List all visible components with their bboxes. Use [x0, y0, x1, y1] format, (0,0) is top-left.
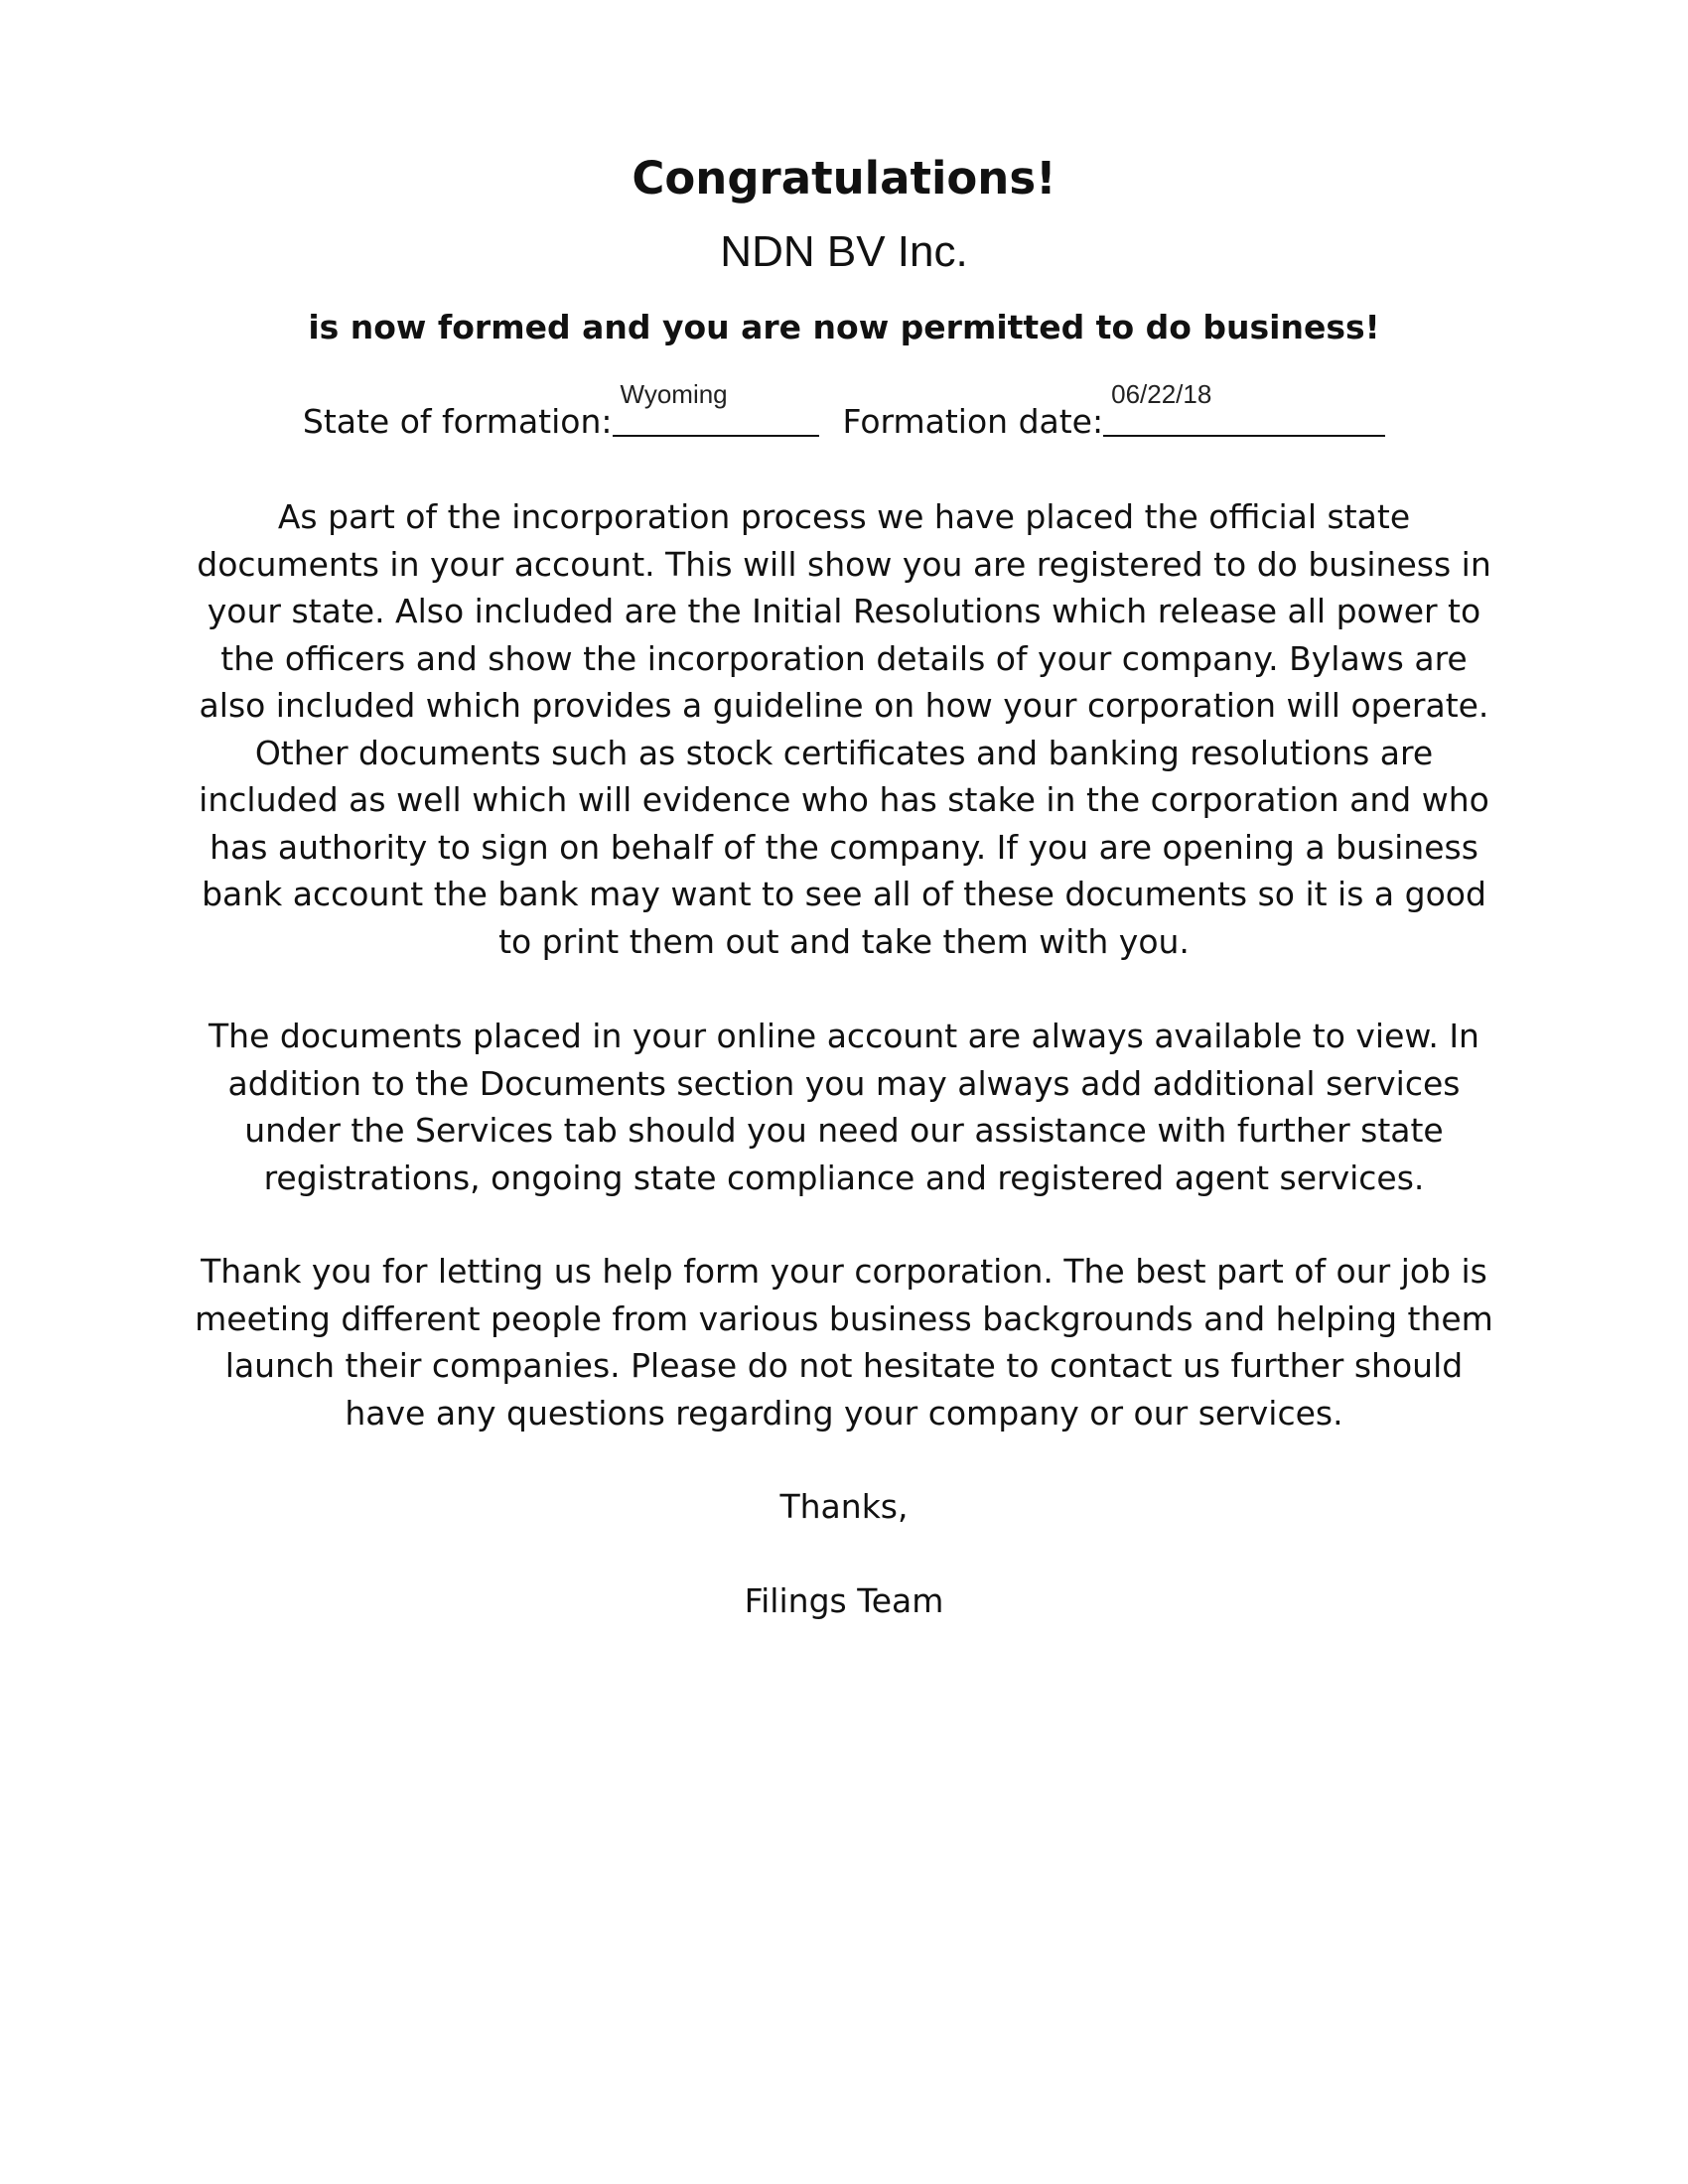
- company-name: NDN BV Inc.: [720, 227, 968, 276]
- formed-message: is now formed and you are now permitted to do business!: [308, 308, 1380, 346]
- state-of-formation-label: State of formation:: [302, 402, 613, 441]
- body-paragraph-documents: As part of the incorporation process we have placed the official state documents in your account. This will show you are registered to do business in your state. Also included are the Initial Resolutions which release all power to the officers and show the incorporation details of your company. Bylaws are also included which provides a guideline on how your corporation will operate. Other documents such as stock certificates and banking resolutions are included as well which will evidence who has stake in the corporation and who has authority to sign on behalf of the company. If you are opening a business bank account the bank may want to see all of these documents so it is a good to print them out and take them with you.: [197, 497, 1491, 961]
- congratulations-heading: Congratulations!: [632, 152, 1056, 205]
- formation-date-label: Formation date:: [842, 402, 1104, 441]
- state-of-formation-value: Wyoming: [620, 379, 728, 409]
- body-paragraph-thank-you: Thank you for letting us help form your corporation. The best part of our job is meeting different people from various business backgrounds and helping them launch their companies. Please do not hesitate to contact us further should have any questions regarding your company or our services.: [195, 1252, 1493, 1433]
- formation-details: [0, 379, 1688, 447]
- formation-date-value: 06/22/18: [1111, 379, 1212, 409]
- body-paragraph-services: The documents placed in your online account are always available to view. In addition to the Documents section you may always add additional services under the Services tab should you need our assistance with further state registrations, ongoing state compliance and registered agent services.: [209, 1017, 1479, 1197]
- state-of-formation-field: [613, 379, 819, 437]
- closing-signature: Filings Team: [744, 1581, 944, 1620]
- closing-thanks: Thanks,: [779, 1487, 909, 1526]
- formation-date-field: [1103, 379, 1385, 437]
